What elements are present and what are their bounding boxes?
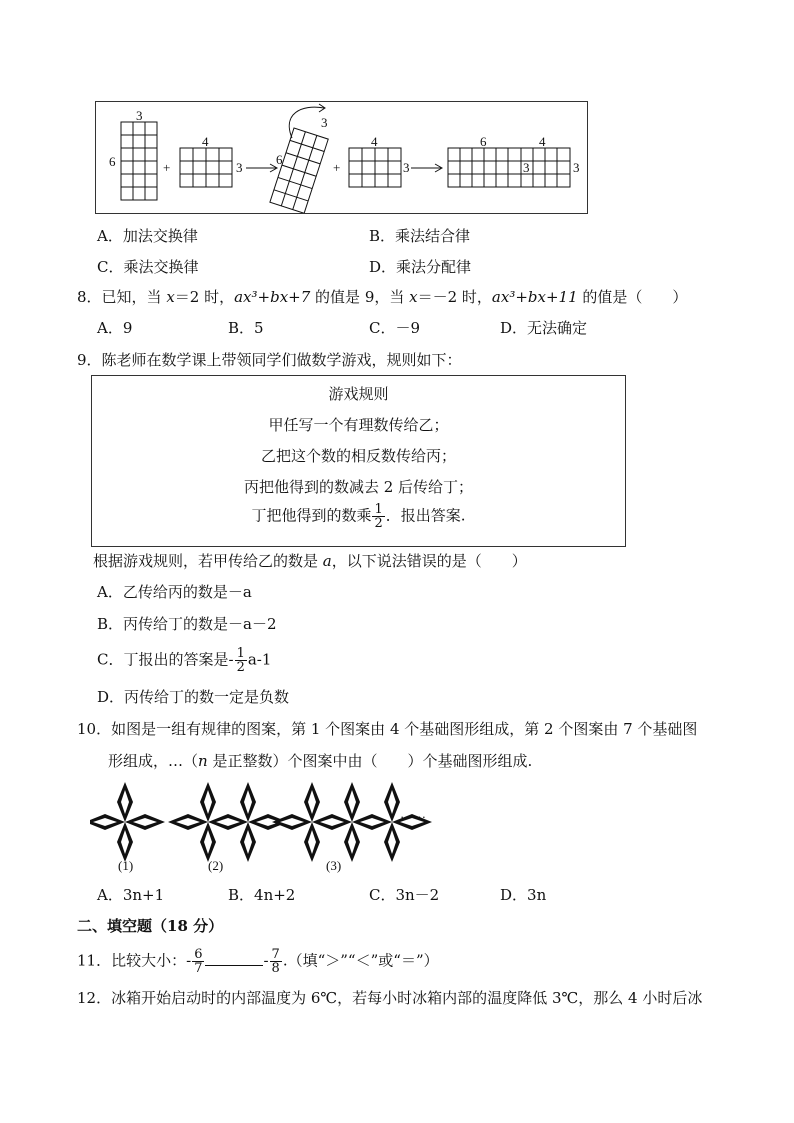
q8-expr1: ax³+bx+7	[234, 288, 311, 306]
q9-option-c-pre: C．丁报出的答案是	[97, 650, 229, 669]
q11-fraction-1	[192, 948, 204, 975]
q9-option-a: A．乙传给丙的数是－a	[97, 583, 252, 601]
q7-option-d: D．乘法分配律	[369, 258, 472, 276]
q8-expr2: ax³+bx+11	[491, 288, 578, 306]
q7-figure-frame	[95, 101, 588, 214]
q10-line-2-post: 是正整数）个图案中由（ ）个基础图形组成.	[207, 752, 533, 770]
q7-label-j: 4	[539, 134, 546, 149]
q12-stem	[77, 988, 702, 1008]
q8-mid: 的值是 9，当	[310, 288, 410, 306]
q9-stem	[77, 350, 462, 370]
q9-question-pre: 根据游戏规则，若甲传给乙的数是	[93, 552, 323, 570]
q9-option-c	[97, 647, 271, 674]
q10-option-a: A．3n+1	[97, 886, 165, 904]
q10-line-1	[77, 719, 697, 739]
q9-rule-4	[92, 503, 625, 530]
q7-grid-figure	[96, 102, 587, 213]
q11-f1-den: 7	[194, 961, 203, 976]
q11-f2-num: 7	[271, 947, 280, 962]
q7-label-a: 3	[136, 108, 143, 123]
q9-option-c-sign: -	[228, 650, 234, 669]
q8-option-d: D．无法确定	[500, 319, 588, 337]
q11-text-post: .（填“＞”“＜”或“＝”）	[282, 951, 439, 970]
q7-plus-2: +	[333, 160, 341, 175]
q7-plus-1: +	[163, 160, 171, 175]
q7-label-h: 3	[403, 160, 410, 175]
q10-line-2	[108, 751, 532, 771]
q10-line-1-text: 如图是一组有规律的图案，第 1 个图案由 4 个基础图形组成，第 2 个图案由 7 个基础图	[111, 720, 698, 738]
q9-option-c-den: 2	[236, 660, 245, 675]
q9-option-b: B．丙传给丁的数是－a－2	[97, 615, 277, 633]
q9-rules-box	[91, 375, 626, 547]
q10-option-b: B．4n+2	[228, 886, 296, 904]
q9-rule-4-pre: 丁把他得到的数乘	[251, 506, 372, 525]
q9-option-c-fraction	[235, 647, 247, 674]
q8-option-a: A．9	[97, 319, 133, 337]
q10-line-2-var: n	[198, 752, 208, 770]
q7-label-e: 3	[321, 115, 328, 130]
q7-label-l: 3	[573, 160, 580, 175]
q8-var-x1: x	[166, 288, 175, 306]
section-2-title: 二、填空题（18 分）	[77, 917, 224, 935]
q7-label-b: 6	[109, 154, 116, 169]
q7-label-f: 6	[276, 152, 283, 167]
q11-fraction-2	[270, 948, 282, 975]
q12-text: 冰箱开始启动时的内部温度为 6℃，若每小时冰箱内部的温度降低 3℃，那么 4 小时后冰	[111, 989, 703, 1007]
q8-option-c: C．－9	[369, 319, 421, 337]
q9-question-var: a	[322, 552, 332, 570]
q7-label-d: 3	[236, 160, 243, 175]
q11-number: 11．	[77, 951, 112, 970]
q8-option-b: B．5	[228, 319, 264, 337]
q11-f1-num: 6	[194, 947, 203, 962]
q10-pattern-3	[272, 782, 432, 862]
q8-eq2: ＝－2 时，	[417, 288, 492, 306]
q8-tail: 的值是（ ）	[577, 288, 688, 306]
q7-label-k: 3	[523, 160, 530, 175]
q9-option-c-num: 1	[236, 646, 245, 661]
q10-line-2-pre: 形组成，…（	[108, 752, 199, 770]
q12-number: 12．	[77, 989, 112, 1007]
q9-rule-3: 丙把他得到的数减去 2 后传给丁；	[243, 478, 474, 496]
q8-number: 8．	[77, 288, 102, 306]
q7-option-a: A．加法交换律	[97, 227, 198, 245]
q7-option-b: B．乘法结合律	[369, 227, 471, 245]
q10-caption-2: (2)	[208, 858, 224, 873]
q8-var-x2: x	[409, 288, 418, 306]
q11-f2-sign: -	[263, 951, 269, 970]
q9-rules-title: 游戏规则	[328, 385, 389, 403]
q9-rule-4-fraction	[372, 503, 384, 530]
q10-pattern-figure	[90, 780, 450, 875]
q9-question	[93, 551, 527, 571]
q8-eq1: ＝2 时，	[174, 288, 235, 306]
q10-caption-1: (1)	[118, 858, 134, 873]
q9-rule-1: 甲任写一个有理数传给乙；	[268, 416, 449, 434]
q7-label-i: 6	[480, 134, 487, 149]
q11-answer-blank[interactable]	[205, 951, 263, 966]
q11-f2-den: 8	[271, 961, 280, 976]
q9-rule-4-den: 2	[374, 516, 383, 531]
q9-stem-text: 陈老师在数学课上带领同学们做数学游戏，规则如下：	[101, 351, 462, 369]
q11-stem	[77, 948, 439, 975]
q10-ellipsis: ……	[400, 806, 426, 821]
q9-number: 9．	[77, 351, 102, 369]
q9-option-d: D．丙传给丁的数一定是负数	[97, 688, 290, 706]
q10-option-d: D．3n	[500, 886, 547, 904]
q8-stem	[77, 287, 687, 307]
q9-rule-4-post: ．报出答案.	[385, 506, 466, 525]
q11-text-pre: 比较大小：	[111, 951, 187, 970]
q10-number: 10．	[77, 720, 112, 738]
q8-stem-pre: 已知，当	[101, 288, 167, 306]
q7-option-c: C．乘法交换律	[97, 258, 199, 276]
q10-option-c: C．3n－2	[369, 886, 440, 904]
q11-f1-sign: -	[186, 951, 192, 970]
q10-pattern-2	[168, 782, 288, 862]
q10-caption-3: (3)	[326, 858, 342, 873]
q9-question-post: ，以下说法错误的是（ ）	[331, 552, 527, 570]
q9-rule-2: 乙把这个数的相反数传给丙；	[260, 447, 456, 465]
q10-pattern-1	[90, 782, 165, 862]
q7-label-c: 4	[202, 134, 209, 149]
q9-option-c-post: a-1	[247, 650, 272, 669]
q7-label-g: 4	[371, 134, 378, 149]
q9-rule-4-num: 1	[374, 502, 383, 517]
